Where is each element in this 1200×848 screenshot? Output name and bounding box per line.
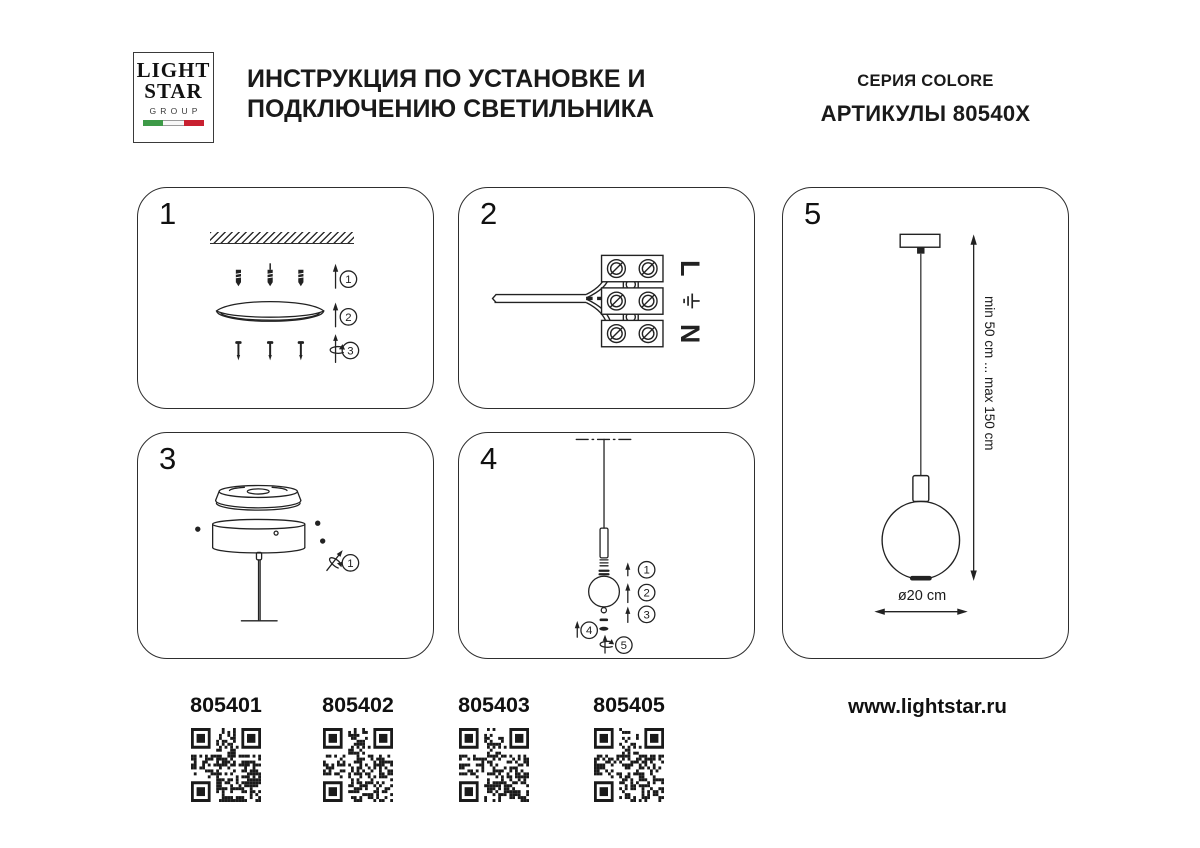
italian-flag-icon	[143, 120, 204, 127]
dowel-anchors	[236, 263, 304, 286]
page-title-line1: ИНСТРУКЦИЯ ПО УСТАНОВКЕ И	[247, 65, 646, 93]
step-5-label: 5	[620, 640, 628, 653]
articles-label: АРТИКУЛЫ 80540X	[820, 101, 1031, 126]
panel-2-wiring	[458, 187, 755, 409]
panel-3-number: 3	[159, 441, 177, 476]
bottom-fittings	[599, 608, 608, 631]
ceiling-plate	[217, 302, 324, 322]
panel-4-assembly	[458, 432, 755, 659]
article-code-805403: 805403	[458, 693, 530, 717]
article-code-805402: 805402	[322, 693, 394, 717]
website-url: www.lightstar.ru	[848, 695, 1007, 718]
series-block	[782, 72, 1069, 127]
article-code-805405: 805405	[593, 693, 665, 717]
height-range-label: min 50 cm ... max 150 cm	[982, 296, 997, 451]
panel-1-diagram	[138, 188, 433, 408]
logo-word-star: STAR	[144, 79, 203, 104]
lamp-socket	[913, 476, 929, 502]
terminal-label-neutral: N	[675, 324, 706, 344]
terminal-label-live: L	[675, 260, 706, 277]
plate-stem	[917, 247, 924, 253]
suspension-rod	[600, 528, 609, 574]
mains-cable	[493, 273, 611, 324]
step-2-label: 2	[643, 587, 650, 600]
glass-sphere	[882, 501, 959, 578]
panel-5-dimensions	[782, 187, 1069, 659]
page-title	[247, 64, 667, 124]
step-2-label: 2	[345, 311, 352, 324]
panel-1-number: 1	[159, 196, 177, 231]
step-3-label: 3	[643, 609, 650, 622]
logo-word-group: GROUP	[149, 105, 202, 116]
step-2-arrow	[333, 302, 338, 326]
step-1-label: 1	[643, 564, 650, 577]
earth-symbol	[684, 294, 700, 309]
suspension-cable	[241, 552, 277, 620]
mounting-screws	[235, 341, 304, 360]
lightstar-logo	[133, 52, 214, 143]
panel-3-canopy	[137, 432, 434, 659]
logo-word-light: LIGHT	[136, 58, 211, 82]
fixture-base	[213, 519, 305, 553]
panel-2-number: 2	[480, 196, 498, 231]
fixing-screw-dots	[195, 521, 325, 544]
step-1-arrow	[333, 264, 338, 288]
qr-code-805403	[459, 728, 529, 802]
panel-4-diagram	[459, 433, 754, 658]
panel-1-mounting	[137, 187, 434, 409]
screw-rotation-icon	[600, 635, 614, 653]
diameter-label: ø20 cm	[897, 588, 947, 604]
panel-2-diagram	[459, 188, 754, 408]
diameter-dimension-arrow	[874, 608, 967, 614]
step-1-label: 1	[345, 274, 352, 287]
ceiling-mount-plate	[900, 234, 940, 247]
panel-4-number: 4	[480, 441, 498, 476]
qr-code-805402	[323, 728, 393, 802]
step-1-label: 1	[347, 557, 354, 570]
series-label: СЕРИЯ COLORE	[857, 72, 994, 90]
panel-5-number: 5	[804, 196, 822, 231]
glass-sphere	[589, 576, 620, 607]
qr-code-805405	[594, 728, 664, 802]
step-4-label: 4	[585, 625, 593, 638]
qr-code-805401	[191, 728, 261, 802]
height-dimension-arrow	[970, 234, 976, 581]
step-3-label: 3	[347, 345, 354, 358]
canopy	[216, 486, 301, 511]
article-code-805401: 805401	[190, 693, 262, 717]
sphere-bottom-cap	[910, 576, 932, 581]
page-title-line2: ПОДКЛЮЧЕНИЮ СВЕТИЛЬНИКА	[247, 95, 655, 123]
panel-3-diagram	[138, 433, 433, 658]
screwdriver-rotation-icon	[323, 547, 350, 576]
